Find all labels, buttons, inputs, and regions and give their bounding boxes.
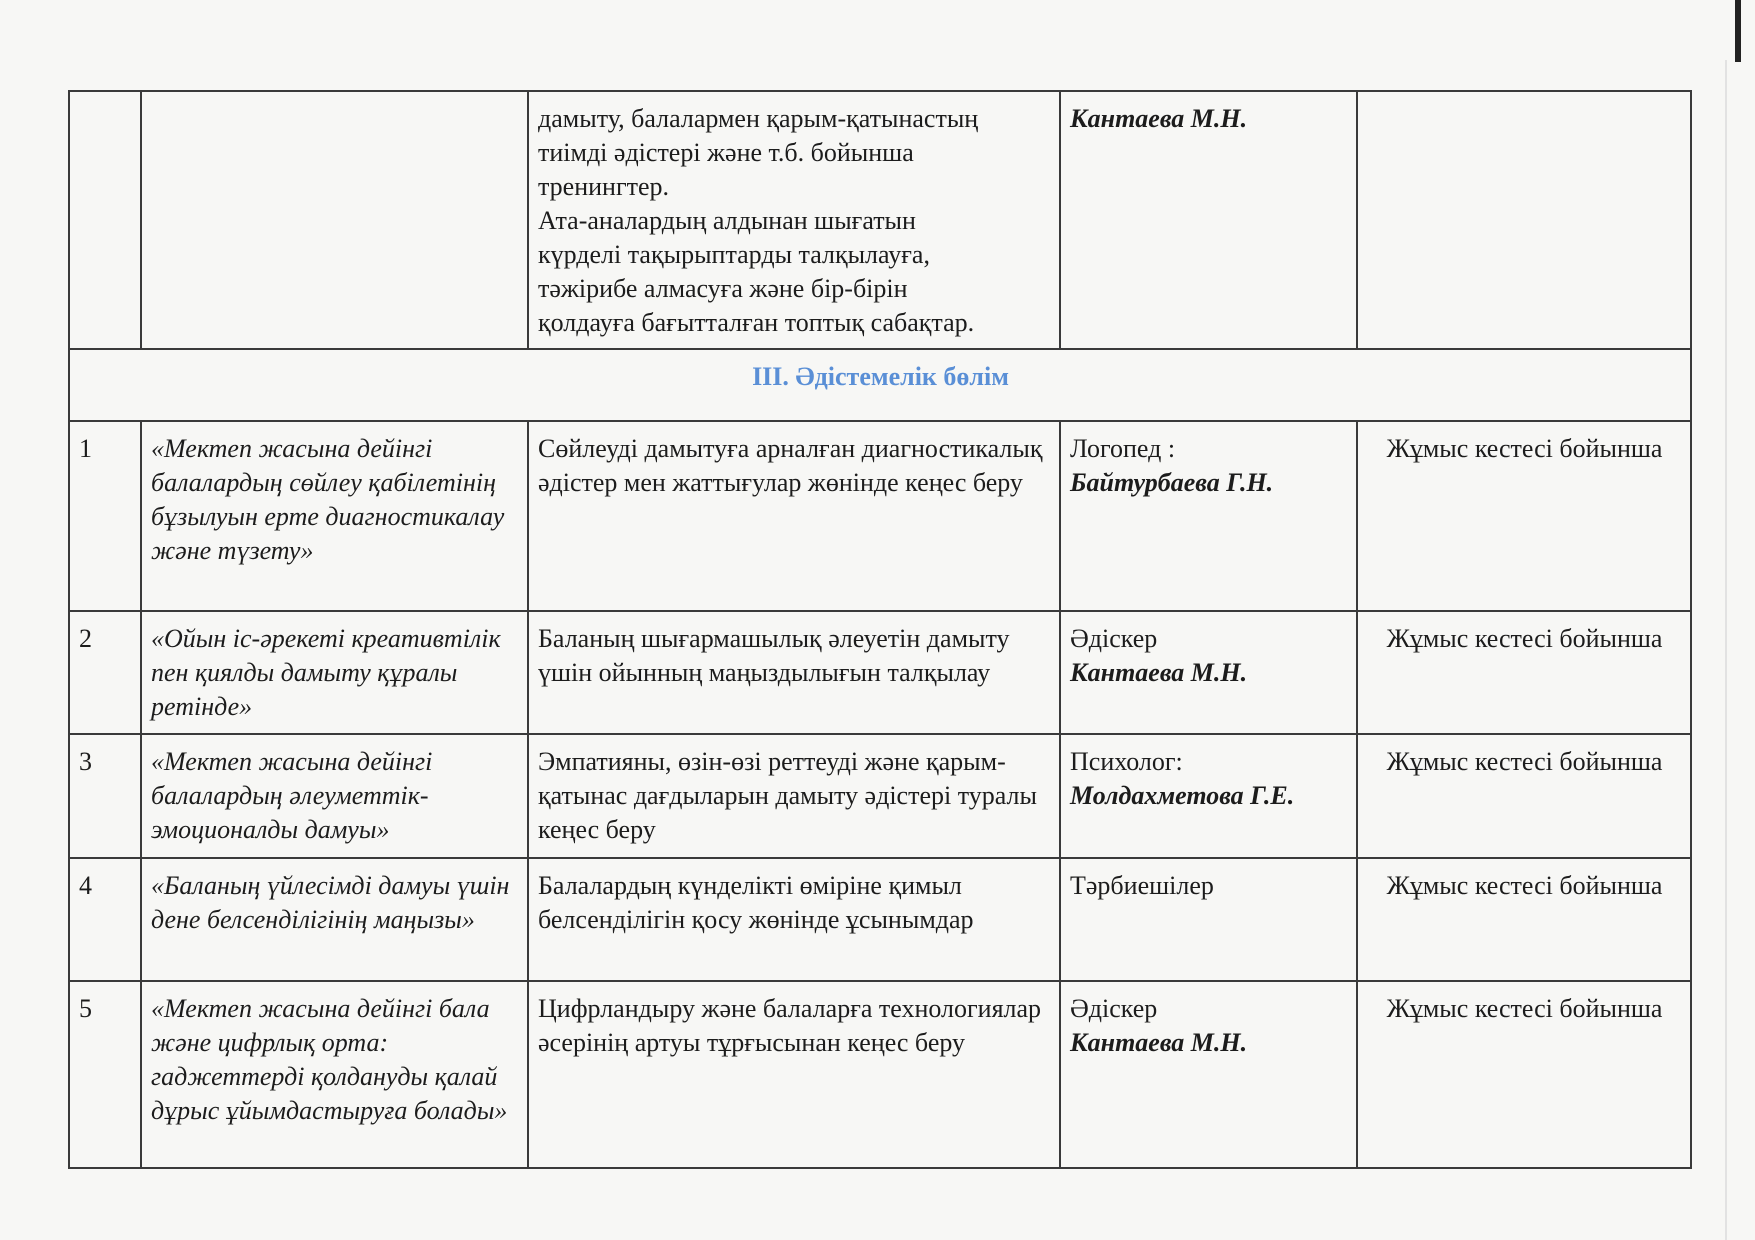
row-description: Балалардың күнделікті өміріне қимыл белсенділігін қосу жөнінде ұсынымдар xyxy=(528,858,1060,981)
row-topic: «Ойын іс-әрекеті креативтілік пен қиялды дамыту құралы ретінде» xyxy=(141,611,528,734)
row-topic: «Мектеп жасына дейінгі бала және цифрлық орта: гаджеттерді қолдануды қалай дұрыс ұйымдастыруға болады» xyxy=(141,981,528,1168)
responsible-role: Логопед : xyxy=(1070,434,1176,463)
row-timing: Жұмыс кестесі бойынша xyxy=(1357,734,1691,858)
description-line: тиімді әдістері және т.б. бойынша xyxy=(538,138,914,167)
description-line: тренингтер. xyxy=(538,172,670,201)
row-topic: «Баланың үйлесімді дамуы үшін дене белсенділігінің маңызы» xyxy=(141,858,528,981)
row-timing: Жұмыс кестесі бойынша xyxy=(1357,981,1691,1168)
row-responsible xyxy=(1060,421,1357,611)
responsible-name: Кантаева М.Н. xyxy=(1070,104,1248,133)
responsible-role: Тәрбиешілер xyxy=(1070,871,1214,900)
table-row xyxy=(69,611,1691,734)
responsible-name: Кантаева М.Н. xyxy=(1070,1028,1248,1057)
continuation-responsible xyxy=(1060,91,1357,349)
row-number: 2 xyxy=(69,611,141,734)
row-responsible xyxy=(1060,858,1357,981)
table-row xyxy=(69,421,1691,611)
cell-num-empty xyxy=(69,91,141,349)
row-timing: Жұмыс кестесі бойынша xyxy=(1357,421,1691,611)
scan-edge-mark xyxy=(1735,0,1741,62)
section-title: III. Әдістемелік бөлім xyxy=(69,349,1691,421)
row-number: 4 xyxy=(69,858,141,981)
row-description: Эмпатияны, өзін-өзі реттеуді және қарым-қатынас дағдыларын дамыту әдістері туралы кеңес беру xyxy=(528,734,1060,858)
description-line: қолдауға бағытталған топтық сабақтар. xyxy=(538,308,975,337)
responsible-name: Молдахметова Г.Е. xyxy=(1070,781,1295,810)
row-responsible xyxy=(1060,981,1357,1168)
table-row xyxy=(69,858,1691,981)
description-line: күрделі тақырыптарды талқылауға, xyxy=(538,240,930,269)
description-line: Ата-аналардың алдынан шығатын xyxy=(538,206,916,235)
responsible-role: Әдіскер xyxy=(1070,624,1158,653)
row-number: 5 xyxy=(69,981,141,1168)
continuation-description xyxy=(528,91,1060,349)
row-description: Сөйлеуді дамытуға арналған диагностикалық әдістер мен жаттығулар жөнінде кеңес беру xyxy=(528,421,1060,611)
responsible-role: Әдіскер xyxy=(1070,994,1158,1023)
scan-edge-shadow xyxy=(1725,60,1727,1240)
section-header-row xyxy=(69,349,1691,421)
continuation-row xyxy=(69,91,1691,349)
continuation-timing-empty xyxy=(1357,91,1691,349)
responsible-role: Психолог: xyxy=(1070,747,1183,776)
row-timing: Жұмыс кестесі бойынша xyxy=(1357,858,1691,981)
table-row xyxy=(69,981,1691,1168)
row-number: 1 xyxy=(69,421,141,611)
row-topic: «Мектеп жасына дейінгі балалардың әлеуметтік-эмоционалды дамуы» xyxy=(141,734,528,858)
row-timing: Жұмыс кестесі бойынша xyxy=(1357,611,1691,734)
row-number: 3 xyxy=(69,734,141,858)
methodical-plan-table xyxy=(68,90,1692,1169)
responsible-name: Кантаева М.Н. xyxy=(1070,658,1248,687)
row-responsible xyxy=(1060,611,1357,734)
row-description: Цифрландыру және балаларға технологиялар әсерінің артуы тұрғысынан кеңес беру xyxy=(528,981,1060,1168)
row-responsible xyxy=(1060,734,1357,858)
responsible-name: Байтурбаева Г.Н. xyxy=(1070,468,1274,497)
row-topic: «Мектеп жасына дейінгі балалардың сөйлеу қабілетінің бұзылуын ерте диагностикалау және түзету» xyxy=(141,421,528,611)
description-line: дамыту, балалармен қарым-қатынастың xyxy=(538,104,979,133)
cell-topic-empty xyxy=(141,91,528,349)
row-description: Баланың шығармашылық әлеуетін дамыту үшін ойынның маңыздылығын талқылау xyxy=(528,611,1060,734)
table-row xyxy=(69,734,1691,858)
description-line: тәжірибе алмасуға және бір-бірін xyxy=(538,274,908,303)
